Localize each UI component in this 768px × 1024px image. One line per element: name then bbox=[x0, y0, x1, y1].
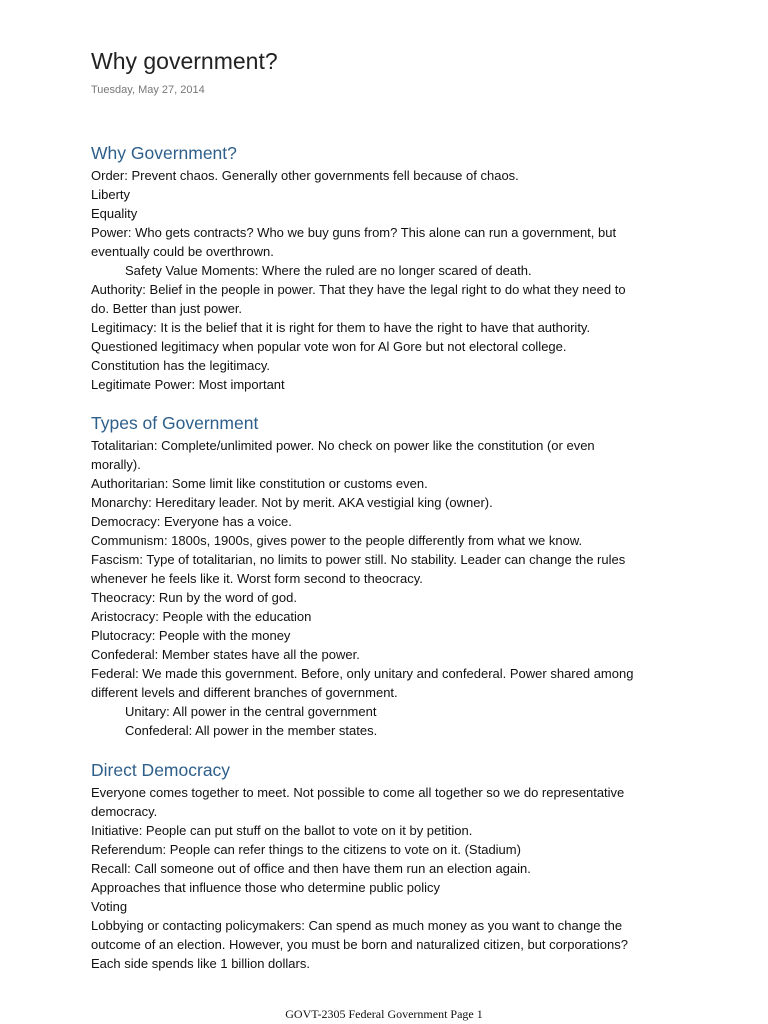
text-line: Plutocracy: People with the money bbox=[91, 628, 291, 643]
text-line: Equality bbox=[91, 206, 138, 221]
section-direct-democracy bbox=[91, 759, 691, 973]
text-line: morally). bbox=[91, 457, 141, 472]
page-footer: GOVT-2305 Federal Government Page 1 bbox=[285, 1007, 483, 1021]
page-title: Why government? bbox=[91, 48, 278, 74]
text-line: Aristocracy: People with the education bbox=[91, 609, 312, 624]
text-line: Unitary: All power in the central government bbox=[125, 704, 377, 719]
text-line: Questioned legitimacy when popular vote won for Al Gore but not electoral college. bbox=[91, 339, 567, 354]
text-line: eventually could be overthrown. bbox=[91, 244, 274, 259]
text-line: Referendum: People can refer things to the citizens to vote on it. (Stadium) bbox=[91, 842, 521, 857]
text-line: Voting bbox=[91, 899, 128, 914]
text-line: do. Better than just power. bbox=[91, 301, 243, 316]
section-types-of-government bbox=[91, 412, 691, 740]
text-line: Recall: Call someone out of office and then have them run an election again. bbox=[91, 861, 531, 876]
text-line: Monarchy: Hereditary leader. Not by merit. AKA vestigial king (owner). bbox=[91, 495, 493, 510]
text-line: Safety Value Moments: Where the ruled are no longer scared of death. bbox=[125, 263, 532, 278]
section-heading: Why Government? bbox=[91, 143, 237, 163]
text-line: Legitimate Power: Most important bbox=[91, 377, 285, 392]
text-line: different levels and different branches of government. bbox=[91, 685, 398, 700]
text-line: Approaches that influence those who determine public policy bbox=[91, 880, 441, 895]
text-line: Fascism: Type of totalitarian, no limits to power still. No stability. Leader can change the rules bbox=[91, 552, 626, 567]
text-line: Constitution has the legitimacy. bbox=[91, 358, 270, 373]
page-date: Tuesday, May 27, 2014 bbox=[91, 84, 205, 96]
text-line: Communism: 1800s, 1900s, gives power to the people differently from what we know. bbox=[91, 533, 583, 548]
text-line: Totalitarian: Complete/unlimited power. No check on power like the constitution (or even bbox=[91, 438, 595, 453]
text-line: Theocracy: Run by the word of god. bbox=[91, 590, 297, 605]
text-line: Order: Prevent chaos. Generally other governments fell because of chaos. bbox=[91, 168, 519, 183]
section-heading: Direct Democracy bbox=[91, 760, 231, 780]
text-line: Lobbying or contacting policymakers: Can spend as much money as you want to change the bbox=[91, 918, 623, 933]
text-line: whenever he feels like it. Worst form second to theocracy. bbox=[91, 571, 423, 586]
text-line: Confederal: Member states have all the power. bbox=[91, 647, 360, 662]
text-line: Power: Who gets contracts? Who we buy guns from? This alone can run a government, but bbox=[91, 225, 617, 240]
text-line: outcome of an election. However, you must be born and naturalized citizen, but corporations? bbox=[91, 937, 628, 952]
text-line: democracy. bbox=[91, 804, 158, 819]
text-line: Each side spends like 1 billion dollars. bbox=[91, 956, 310, 971]
text-line: Authority: Belief in the people in power. That they have the legal right to do what they need to bbox=[91, 282, 626, 297]
text-line: Authoritarian: Some limit like constitution or customs even. bbox=[91, 476, 428, 491]
text-line: Legitimacy: It is the belief that it is right for them to have the right to have that authority. bbox=[91, 320, 591, 335]
text-line: Everyone comes together to meet. Not possible to come all together so we do representative bbox=[91, 785, 625, 800]
text-line: Democracy: Everyone has a voice. bbox=[91, 514, 292, 529]
section-heading: Types of Government bbox=[91, 413, 259, 433]
text-line: Liberty bbox=[91, 187, 131, 202]
section-why-government bbox=[91, 142, 691, 394]
text-line: Federal: We made this government. Before, only unitary and confederal. Power shared among bbox=[91, 666, 634, 681]
text-line: Confederal: All power in the member states. bbox=[125, 723, 378, 738]
text-line: Initiative: People can put stuff on the ballot to vote on it by petition. bbox=[91, 823, 473, 838]
